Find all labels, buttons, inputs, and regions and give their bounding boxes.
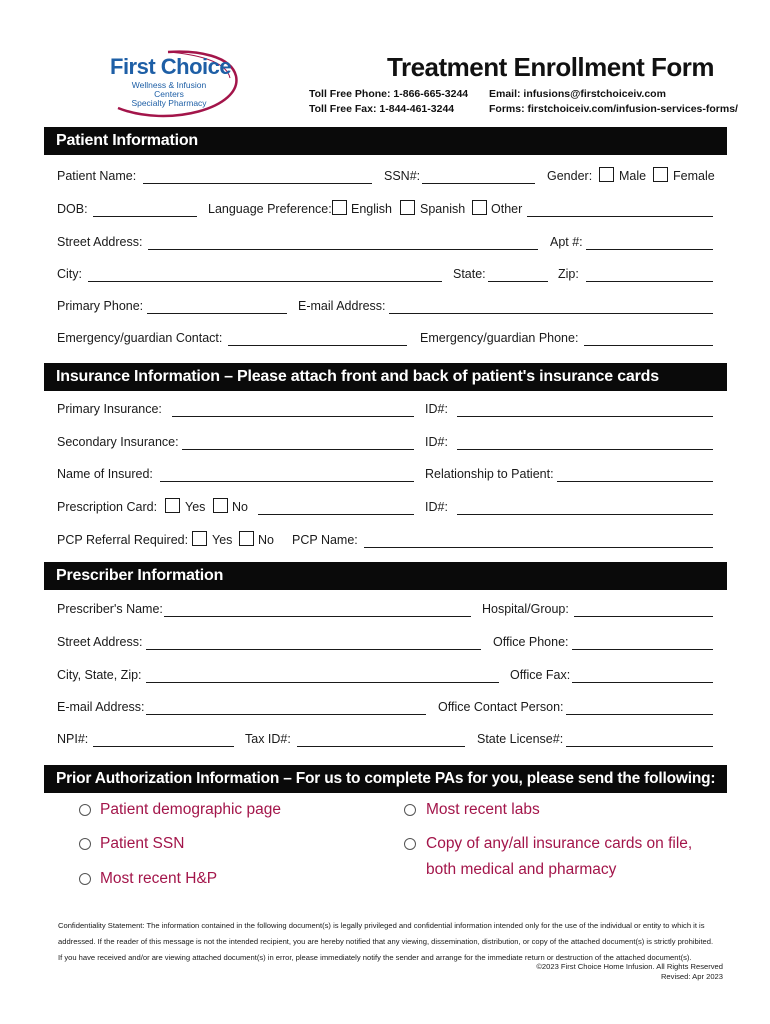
prescriber-email-label: E-mail Address: — [57, 700, 145, 714]
office-phone-field[interactable] — [572, 649, 713, 650]
prescriber-name-field[interactable] — [164, 616, 471, 617]
gender-male-checkbox[interactable] — [599, 167, 614, 182]
rx-card-yes-label: Yes — [185, 500, 206, 514]
ssn-label: SSN#: — [384, 169, 421, 183]
emergency-phone-label: Emergency/guardian Phone: — [420, 331, 579, 345]
tax-id-field[interactable] — [297, 746, 465, 747]
rx-id-field[interactable] — [457, 514, 713, 515]
state-license-field[interactable] — [566, 746, 713, 747]
office-fax-field[interactable] — [572, 682, 713, 683]
pa-item-insurance-cards: Copy of any/all insurance cards on file, — [426, 835, 693, 852]
bullet-circle-icon — [404, 804, 416, 816]
primary-insurance-label: Primary Insurance: — [57, 402, 162, 416]
hospital-group-field[interactable] — [574, 616, 713, 617]
primary-insurance-field[interactable] — [172, 416, 414, 417]
name-of-insured-field[interactable] — [160, 481, 414, 482]
npi-field[interactable] — [93, 746, 234, 747]
office-contact-field[interactable] — [566, 714, 713, 715]
ssn-field[interactable] — [422, 183, 535, 184]
patient-email-label: E-mail Address: — [298, 299, 386, 313]
language-other-field[interactable] — [527, 216, 713, 217]
patient-city-field[interactable] — [88, 281, 442, 282]
secondary-insurance-field[interactable] — [182, 449, 414, 450]
revised-date: Revised: Apr 2023 — [660, 972, 723, 981]
patient-city-label: City: — [57, 267, 82, 281]
office-contact-label: Office Contact Person: — [438, 700, 564, 714]
language-spanish-checkbox[interactable] — [400, 200, 415, 215]
primary-id-field[interactable] — [457, 416, 713, 417]
pcp-referral-no-label: No — [258, 533, 274, 547]
emergency-contact-field[interactable] — [228, 345, 407, 346]
gender-female-label: Female — [673, 169, 715, 183]
patient-state-label: State: — [453, 267, 486, 281]
dob-field[interactable] — [93, 216, 197, 217]
pcp-name-label: PCP Name: — [292, 533, 358, 547]
name-of-insured-label: Name of Insured: — [57, 467, 153, 481]
pa-item-labs: Most recent labs — [426, 801, 540, 818]
pa-item-hp: Most recent H&P — [100, 870, 218, 887]
copyright: ©2023 First Choice Home Infusion. All Rights Reserved — [536, 962, 723, 971]
secondary-insurance-label: Secondary Insurance: — [57, 435, 179, 449]
rx-card-field[interactable] — [258, 514, 414, 515]
section-insurance-information: Insurance Information – Please attach front and back of patient's insurance cards — [44, 363, 727, 391]
city-state-zip-label: City, State, Zip: — [57, 668, 142, 682]
logo-sub-line: Wellness & Infusion — [131, 80, 207, 90]
contact-email: Email: infusions@firstchoiceiv.com — [489, 88, 666, 100]
pcp-referral-yes-checkbox[interactable] — [192, 531, 207, 546]
form-title: Treatment Enrollment Form — [387, 52, 714, 82]
gender-female-checkbox[interactable] — [653, 167, 668, 182]
logo-sub-line: Specialty Pharmacy — [131, 98, 207, 108]
tax-id-label: Tax ID#: — [245, 732, 291, 746]
pa-item-ssn: Patient SSN — [100, 835, 185, 852]
primary-phone-field[interactable] — [147, 313, 287, 314]
language-english-checkbox[interactable] — [332, 200, 347, 215]
npi-label: NPI#: — [57, 732, 89, 746]
prescription-card-label: Prescription Card: — [57, 500, 158, 514]
primary-phone-label: Primary Phone: — [57, 299, 144, 313]
language-preference-label: Language Preference: — [208, 202, 332, 216]
patient-zip-field[interactable] — [586, 281, 713, 282]
relationship-label: Relationship to Patient: — [425, 467, 554, 481]
rx-card-no-checkbox[interactable] — [213, 498, 228, 513]
secondary-id-field[interactable] — [457, 449, 713, 450]
pcp-referral-no-checkbox[interactable] — [239, 531, 254, 546]
language-other-label: Other — [491, 202, 523, 216]
patient-state-field[interactable] — [488, 281, 548, 282]
patient-zip-label: Zip: — [558, 267, 579, 281]
bullet-circle-icon — [404, 838, 416, 850]
primary-id-label: ID#: — [425, 402, 448, 416]
logo-name: First Choice — [110, 54, 232, 79]
bullet-circle-icon — [79, 838, 91, 850]
language-spanish-label: Spanish — [420, 202, 466, 216]
pcp-referral-yes-label: Yes — [212, 533, 233, 547]
gender-male-label: Male — [619, 169, 647, 183]
section-prescriber-information: Prescriber Information — [44, 562, 727, 590]
pcp-referral-label: PCP Referral Required: — [57, 533, 189, 547]
pcp-name-field[interactable] — [364, 547, 713, 548]
office-fax-label: Office Fax: — [510, 668, 571, 682]
rx-id-label: ID#: — [425, 500, 448, 514]
bullet-circle-icon — [79, 873, 91, 885]
toll-free-fax: Toll Free Fax: 1-844-461-3244 — [309, 103, 455, 115]
office-phone-label: Office Phone: — [493, 635, 569, 649]
language-other-checkbox[interactable] — [472, 200, 487, 215]
emergency-contact-label: Emergency/guardian Contact: — [57, 331, 223, 345]
toll-free-phone: Toll Free Phone: 1-866-665-3244 — [309, 88, 469, 100]
first-choice-logo — [98, 48, 248, 118]
prescriber-street-field[interactable] — [146, 649, 481, 650]
patient-name-label: Patient Name: — [57, 169, 137, 183]
contact-email-forms — [489, 87, 738, 117]
patient-street-field[interactable] — [148, 249, 538, 250]
patient-email-field[interactable] — [389, 313, 713, 314]
section-prior-authorization: Prior Authorization Information – For us to complete PAs for you, please send the following: — [44, 765, 727, 793]
section-patient-information: Patient Information — [44, 127, 727, 155]
apt-field[interactable] — [586, 249, 713, 250]
copyright-block — [470, 962, 723, 982]
emergency-phone-field[interactable] — [584, 345, 713, 346]
forms-url: Forms: firstchoiceiv.com/infusion-services-forms/ — [489, 103, 738, 115]
apt-label: Apt #: — [550, 235, 583, 249]
patient-name-field[interactable] — [143, 183, 372, 184]
pa-item-demographic: Patient demographic page — [100, 801, 281, 818]
prescriber-street-label: Street Address: — [57, 635, 143, 649]
patient-street-label: Street Address: — [57, 235, 143, 249]
prescriber-name-label: Prescriber's Name: — [57, 602, 163, 616]
bullet-circle-icon — [79, 804, 91, 816]
confidentiality-statement: Confidentiality Statement: The information contained in the following document(s) is legally privileged and confidential information intended only for the use of the individual or entity to which it is addressed. If the reader of this message is not the intended recipient, you are hereby notified that any viewing, dissemination, distribution, or copy of the attached document(s) is strictly prohibited. If you have received and/or are viewing attached document(s) in error, please immediately notify the sender and arrange for the immediate return or destruction of the attached document(s). — [58, 921, 714, 962]
gender-label: Gender: — [547, 169, 593, 183]
dob-label: DOB: — [57, 202, 88, 216]
secondary-id-label: ID#: — [425, 435, 448, 449]
rx-card-yes-checkbox[interactable] — [165, 498, 180, 513]
logo-subtitle — [124, 81, 214, 108]
rx-card-no-label: No — [232, 500, 248, 514]
contact-phone-fax — [309, 87, 468, 117]
hospital-group-label: Hospital/Group: — [482, 602, 569, 616]
pa-item-insurance-cards-line2: both medical and pharmacy — [426, 861, 617, 878]
state-license-label: State License#: — [477, 732, 564, 746]
logo-sub-line: Centers — [154, 89, 184, 99]
city-state-zip-field[interactable] — [146, 682, 499, 683]
prescriber-email-field[interactable] — [146, 714, 426, 715]
language-english-label: English — [351, 202, 392, 216]
relationship-field[interactable] — [557, 481, 713, 482]
